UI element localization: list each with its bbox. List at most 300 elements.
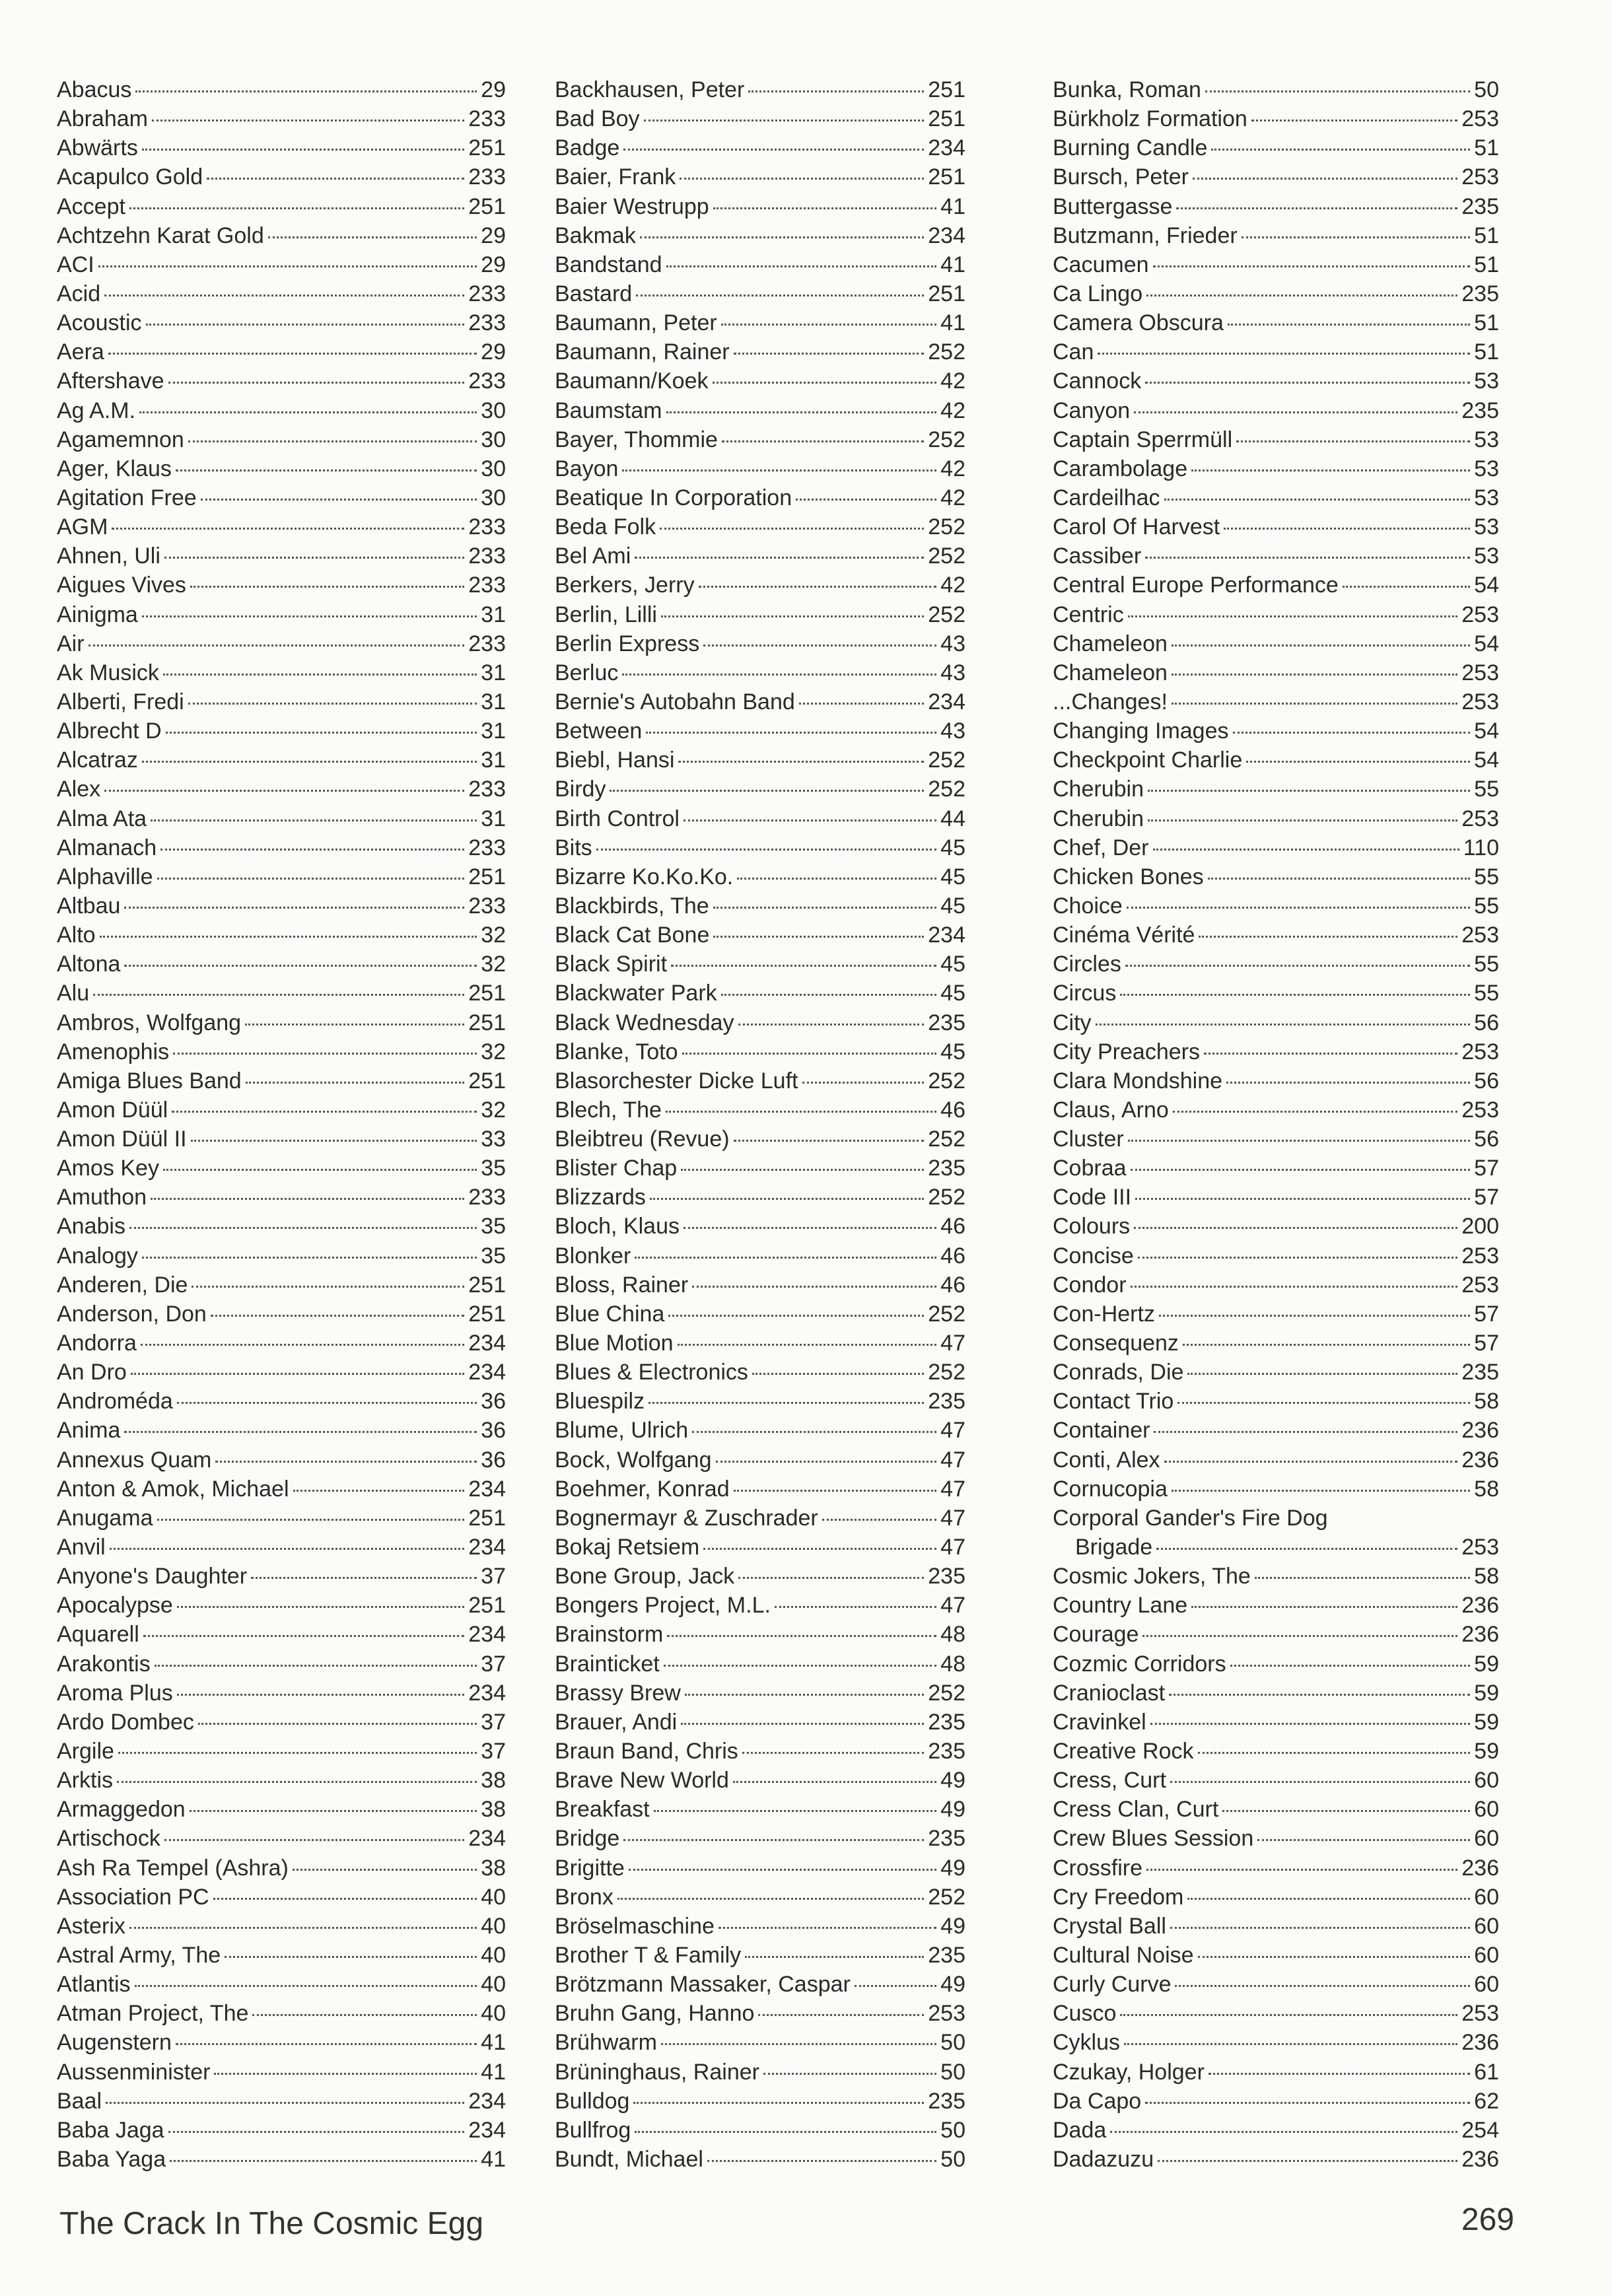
index-entry: [1053, 1708, 1499, 1737]
index-entry: [1053, 541, 1499, 571]
index-entry: [57, 279, 506, 308]
dot-leader: [98, 265, 477, 267]
dot-leader: [692, 1286, 936, 1288]
entry-name: Bad Boy: [555, 106, 640, 132]
dot-leader: [1164, 1461, 1458, 1463]
entry-page: 47: [940, 1476, 965, 1502]
entry-name: Cobraa: [1053, 1156, 1127, 1181]
index-entry: [57, 1183, 506, 1212]
entry-page: 253: [1461, 922, 1499, 948]
entry-name: Baumann, Peter: [555, 310, 717, 336]
entry-name: Ambros, Wolfgang: [57, 1010, 242, 1035]
dot-leader: [104, 295, 464, 296]
index-entry: [555, 308, 965, 337]
entry-page: 45: [940, 981, 965, 1006]
entry-name: Checkpoint Charlie: [1053, 748, 1243, 773]
entry-page: 41: [940, 193, 965, 219]
index-entry: [555, 1096, 965, 1125]
dot-leader: [650, 1198, 924, 1200]
index-entry: [1053, 1445, 1499, 1475]
index-entry: [555, 162, 965, 191]
entry-name: Consequenz: [1053, 1331, 1179, 1356]
entry-name: Black Cat Bone: [555, 922, 710, 948]
entry-name: Camera Obscura: [1053, 310, 1224, 336]
entry-name: Cozmic Corridors: [1053, 1651, 1226, 1677]
dot-leader: [1153, 265, 1471, 267]
dot-leader: [163, 674, 477, 676]
entry-name: Brassy Brew: [555, 1680, 681, 1706]
entry-name: Changing Images: [1053, 718, 1229, 744]
entry-name: Bröselmaschine: [555, 1913, 715, 1939]
entry-name: Association PC: [57, 1884, 209, 1910]
entry-page: 233: [468, 573, 506, 598]
index-entry: [57, 2058, 506, 2087]
entry-name: Centric: [1053, 602, 1124, 627]
dot-leader: [168, 382, 465, 384]
dot-leader: [1128, 1140, 1470, 1142]
index-entry: [57, 1241, 506, 1270]
entry-page: 234: [468, 2088, 506, 2114]
entry-page: 234: [468, 1622, 506, 1648]
dot-leader: [170, 2160, 477, 2162]
entry-name: Cinéma Vérité: [1053, 922, 1195, 948]
entry-page: 233: [468, 368, 506, 394]
index-entry: [57, 366, 506, 396]
entry-name: Ash Ra Tempel (Ashra): [57, 1855, 289, 1881]
index-entry: [555, 366, 965, 396]
entry-page: 252: [928, 427, 965, 452]
entry-page: 42: [940, 456, 965, 481]
index-entry: [1053, 1562, 1499, 1591]
entry-name: Cry Freedom: [1053, 1884, 1184, 1910]
entry-page: 55: [1474, 864, 1499, 889]
dot-leader: [758, 2014, 924, 2016]
dot-leader: [293, 1869, 477, 1871]
entry-page: 46: [940, 1214, 965, 1239]
entry-page: 49: [940, 1972, 965, 1998]
entry-name: Blackwater Park: [555, 981, 717, 1006]
index-entry: [57, 1941, 506, 1970]
entry-name: Berlin, Lilli: [555, 602, 657, 627]
entry-name: Corporal Gander's Fire Dog: [1053, 1505, 1328, 1531]
dot-leader: [713, 907, 936, 909]
entry-page: 253: [1461, 106, 1499, 132]
entry-page: 46: [940, 1097, 965, 1123]
entry-name: Blume, Ulrich: [555, 1418, 689, 1444]
index-entry: [555, 1650, 965, 1679]
entry-name: Abraham: [57, 106, 148, 132]
entry-page: 31: [481, 602, 506, 627]
dot-leader: [718, 1927, 936, 1929]
entry-page: 253: [1461, 806, 1499, 831]
entry-name: Birth Control: [555, 806, 680, 831]
dot-leader: [191, 1140, 477, 1142]
dot-leader: [1173, 1111, 1458, 1113]
dot-leader: [623, 149, 924, 151]
entry-name: Aussenminister: [57, 2059, 211, 2085]
dot-leader: [664, 1665, 936, 1667]
entry-name: Cluster: [1053, 1127, 1124, 1152]
entry-page: 252: [928, 1127, 965, 1152]
dot-leader: [151, 1198, 464, 1200]
index-entry: [57, 1737, 506, 1766]
index-entry: [555, 250, 965, 279]
entry-page: 234: [468, 1680, 506, 1706]
entry-name: Bürkholz Formation: [1053, 106, 1247, 132]
entry-name: Da Capo: [1053, 2088, 1142, 2114]
entry-page: 51: [1474, 135, 1499, 161]
dot-leader: [1156, 1548, 1457, 1550]
dot-leader: [713, 382, 937, 384]
entry-name: Amon Düül II: [57, 1127, 187, 1152]
entry-page: 110: [1463, 835, 1499, 860]
dot-leader: [738, 1024, 925, 1026]
index-entry: [555, 1766, 965, 1795]
entry-page: 50: [940, 2059, 965, 2085]
index-entry: [57, 1387, 506, 1416]
entry-name: Brainticket: [555, 1651, 660, 1677]
dot-leader: [1187, 1898, 1470, 1900]
entry-page: 253: [1461, 602, 1499, 627]
dot-leader: [143, 1635, 465, 1637]
entry-name: Czukay, Holger: [1053, 2059, 1205, 2085]
entry-page: 40: [481, 1943, 506, 1968]
dot-leader: [1191, 1606, 1457, 1608]
entry-name: Con-Hertz: [1053, 1301, 1155, 1327]
index-entry: [57, 891, 506, 921]
index-entry: [1053, 279, 1499, 308]
index-entry: [57, 1037, 506, 1066]
dot-leader: [707, 2160, 936, 2162]
index-entry: [555, 1533, 965, 1562]
dot-leader: [721, 324, 936, 326]
entry-page: 58: [1474, 1389, 1499, 1414]
dot-leader: [1131, 1286, 1458, 1288]
entry-name: Buttergasse: [1053, 193, 1173, 219]
entry-page: 200: [1461, 1214, 1499, 1239]
entry-name: Crystal Ball: [1053, 1913, 1166, 1939]
index-entry: [555, 571, 965, 600]
entry-page: 45: [940, 952, 965, 977]
entry-name: Creative Rock: [1053, 1739, 1194, 1764]
entry-page: 234: [928, 922, 965, 948]
entry-name: Bloch, Klaus: [555, 1214, 680, 1239]
entry-page: 235: [928, 1943, 965, 1968]
index-entry: [57, 1329, 506, 1358]
entry-page: 233: [468, 631, 506, 656]
entry-page: 60: [1474, 1884, 1499, 1910]
dot-leader: [168, 2131, 465, 2133]
index-entry: [57, 337, 506, 366]
entry-name: Alex: [57, 777, 101, 802]
dot-leader: [1164, 499, 1471, 501]
entry-name: City: [1053, 1010, 1092, 1035]
dot-leader: [1191, 470, 1470, 471]
dot-leader: [176, 470, 477, 471]
entry-page: 41: [481, 2146, 506, 2172]
entry-page: 61: [1474, 2059, 1499, 2085]
index-entry: [57, 1912, 506, 1941]
index-entry: [57, 1650, 506, 1679]
dot-leader: [703, 1548, 936, 1550]
entry-name: Brainstorm: [555, 1622, 664, 1648]
index-entry: [57, 512, 506, 541]
entry-page: 58: [1474, 1476, 1499, 1502]
entry-page: 37: [481, 1651, 506, 1677]
dot-leader: [683, 1227, 936, 1229]
dot-leader: [1208, 878, 1470, 880]
index-entry: [1053, 396, 1499, 425]
entry-page: 236: [1461, 1855, 1499, 1881]
entry-name: Cardeilhac: [1053, 485, 1160, 510]
entry-page: 236: [1461, 1418, 1499, 1444]
entry-name: Amos Key: [57, 1156, 159, 1181]
dot-leader: [110, 1548, 465, 1550]
index-entry: [57, 804, 506, 833]
entry-name: Baier Westrupp: [555, 193, 709, 219]
index-entry: [1053, 1183, 1499, 1212]
entry-page: 253: [1461, 1272, 1499, 1298]
entry-name: Bayer, Thommie: [555, 427, 718, 452]
entry-page: 236: [1461, 1447, 1499, 1473]
entry-page: 234: [928, 223, 965, 248]
index-entry: [1053, 629, 1499, 658]
dot-leader: [1170, 1781, 1470, 1783]
index-entry: [57, 979, 506, 1008]
index-entry: [555, 1008, 965, 1037]
dot-leader: [88, 644, 465, 646]
index-entry: [555, 454, 965, 483]
entry-name: Amuthon: [57, 1185, 147, 1210]
index-entry: [57, 1533, 506, 1562]
dot-leader: [246, 1082, 465, 1084]
index-entry: [57, 1270, 506, 1300]
index-entry: [555, 716, 965, 746]
entry-name: Contact Trio: [1053, 1389, 1174, 1414]
index-entry: [57, 1708, 506, 1737]
entry-page: 251: [468, 1301, 506, 1327]
index-entry: [57, 571, 506, 600]
entry-name: Cosmic Jokers, The: [1053, 1564, 1251, 1589]
index-entry: [57, 862, 506, 891]
entry-page: 234: [468, 1360, 506, 1385]
entry-page: 55: [1474, 893, 1499, 919]
index-entry: [1053, 192, 1499, 221]
entry-page: 251: [468, 864, 506, 889]
dot-leader: [129, 207, 464, 209]
entry-page: 234: [468, 1476, 506, 1502]
index-entry: [57, 2116, 506, 2145]
index-entry: [1053, 1387, 1499, 1416]
index-entry: [555, 2028, 965, 2057]
entry-page: 57: [1474, 1301, 1499, 1327]
entry-name: Andorra: [57, 1331, 137, 1356]
entry-page: 38: [481, 1855, 506, 1881]
entry-page: 253: [1461, 660, 1499, 685]
entry-page: 45: [940, 835, 965, 860]
entry-name: Braun Band, Chris: [555, 1739, 738, 1764]
entry-page: 45: [940, 893, 965, 919]
index-entry: [57, 396, 506, 425]
index-entry: [1053, 979, 1499, 1008]
entry-page: 56: [1474, 1068, 1499, 1094]
entry-name: Bongers Project, M.L.: [555, 1593, 771, 1618]
dot-leader: [124, 965, 477, 967]
entry-page: 31: [481, 718, 506, 744]
index-entry: [57, 75, 506, 104]
entry-name: Agamemnon: [57, 427, 184, 452]
entry-page: 236: [1461, 2146, 1499, 2172]
dot-leader: [1211, 149, 1470, 151]
index-entry: [1053, 746, 1499, 775]
index-entry: [555, 1270, 965, 1300]
entry-page: 40: [481, 1884, 506, 1910]
entry-page: 235: [1461, 398, 1499, 423]
entry-page: 60: [1474, 1826, 1499, 1852]
entry-name: Bunka, Roman: [1053, 77, 1201, 102]
index-entry: [1053, 104, 1499, 133]
dot-leader: [1172, 674, 1457, 676]
index-entry: [1053, 891, 1499, 921]
dot-leader: [713, 936, 924, 938]
entry-page: 36: [481, 1418, 506, 1444]
dot-leader: [737, 878, 936, 880]
dot-leader: [214, 2073, 477, 2075]
entry-name: Cornucopia: [1053, 1476, 1168, 1502]
dot-leader: [748, 90, 924, 92]
entry-page: 51: [1474, 223, 1499, 248]
dot-leader: [139, 411, 477, 413]
index-entry: [1053, 775, 1499, 804]
dot-leader: [745, 1956, 924, 1958]
entry-name: Brüninghaus, Rainer: [555, 2059, 759, 2085]
entry-name: Androméda: [57, 1389, 173, 1414]
index-entry: [57, 833, 506, 862]
entry-name: Cusco: [1053, 2001, 1117, 2027]
entry-name: Chameleon: [1053, 660, 1168, 685]
index-entry: [555, 1037, 965, 1066]
entry-name: Bock, Wolfgang: [555, 1447, 712, 1473]
entry-name: Container: [1053, 1418, 1150, 1444]
dot-leader: [734, 353, 925, 355]
index-entry: [1053, 1620, 1499, 1649]
entry-page: 235: [1461, 1360, 1499, 1385]
index-entry: [555, 804, 965, 833]
entry-page: 29: [481, 77, 506, 102]
index-entry: [57, 192, 506, 221]
dot-leader: [623, 1839, 924, 1841]
entry-page: 235: [1461, 281, 1499, 306]
index-entry: [1053, 454, 1499, 483]
entry-page: 253: [1461, 689, 1499, 714]
entry-page: 235: [928, 1564, 965, 1589]
dot-leader: [1120, 994, 1470, 996]
index-entry: [57, 2145, 506, 2174]
dot-leader: [1128, 615, 1458, 617]
index-entry: [57, 687, 506, 716]
entry-name: Circles: [1053, 952, 1121, 977]
dot-leader: [1246, 761, 1470, 763]
entry-name: Baier, Frank: [555, 164, 676, 190]
entry-name: Bronx: [555, 1884, 613, 1910]
entry-page: 233: [468, 310, 506, 336]
dot-leader: [722, 440, 924, 442]
entry-page: 251: [928, 164, 965, 190]
index-entry: [555, 746, 965, 775]
entry-name: Ager, Klaus: [57, 456, 172, 481]
dot-leader: [635, 2131, 936, 2133]
entry-name: Ainigma: [57, 602, 138, 627]
entry-page: 50: [1474, 77, 1499, 102]
entry-page: 235: [1461, 193, 1499, 219]
entry-page: 253: [928, 2001, 965, 2027]
dot-leader: [855, 1985, 936, 1987]
index-entry: [57, 454, 506, 483]
index-entry: [555, 192, 965, 221]
dot-leader: [1154, 1431, 1457, 1433]
entry-name: Brigitte: [555, 1855, 625, 1881]
dot-leader: [796, 499, 936, 501]
entry-name: Brigade: [1075, 1535, 1153, 1560]
entry-page: 251: [928, 106, 965, 132]
entry-name: Chef, Der: [1053, 835, 1149, 860]
dot-leader: [151, 819, 477, 821]
entry-name: Almanach: [57, 835, 157, 860]
dot-leader: [106, 2102, 464, 2104]
dot-leader: [142, 761, 477, 763]
entry-page: 50: [940, 2030, 965, 2056]
index-entry: [57, 1358, 506, 1387]
index-entry: [1053, 1591, 1499, 1620]
dot-leader: [1177, 1402, 1470, 1404]
index-entry: [555, 1708, 965, 1737]
entry-page: 31: [481, 748, 506, 773]
index-entry: [555, 862, 965, 891]
entry-name: Anvil: [57, 1535, 106, 1560]
entry-name: Blizzards: [555, 1185, 646, 1210]
entry-name: Cherubin: [1053, 806, 1144, 831]
dot-leader: [1135, 1198, 1470, 1200]
index-entry: [555, 1416, 965, 1445]
entry-page: 30: [481, 427, 506, 452]
entry-name: Cherubin: [1053, 777, 1144, 802]
index-entry: [555, 833, 965, 862]
entry-page: 53: [1474, 368, 1499, 394]
entry-page: 32: [481, 1097, 506, 1123]
entry-name: AGM: [57, 514, 108, 540]
entry-name: Brühwarm: [555, 2030, 657, 2056]
entry-name: Bursch, Peter: [1053, 164, 1189, 190]
dot-leader: [142, 149, 464, 151]
entry-page: 54: [1474, 631, 1499, 656]
dot-leader: [622, 470, 936, 471]
dot-leader: [1230, 1665, 1471, 1667]
entry-name: Boehmer, Konrad: [555, 1476, 730, 1502]
dot-leader: [1124, 2043, 1457, 2045]
entry-page: 31: [481, 806, 506, 831]
entry-name: Butzmann, Frieder: [1053, 223, 1238, 248]
entry-page: 59: [1474, 1709, 1499, 1735]
entry-page: 49: [940, 1797, 965, 1823]
entry-page: 31: [481, 689, 506, 714]
entry-name: Anyone's Daughter: [57, 1564, 248, 1589]
index-entry: [555, 2116, 965, 2145]
index-entry: [57, 1475, 506, 1504]
index-entry: [555, 1591, 965, 1620]
dot-leader: [1228, 324, 1470, 326]
entry-page: 60: [1474, 1972, 1499, 1998]
dot-leader: [685, 1694, 924, 1696]
